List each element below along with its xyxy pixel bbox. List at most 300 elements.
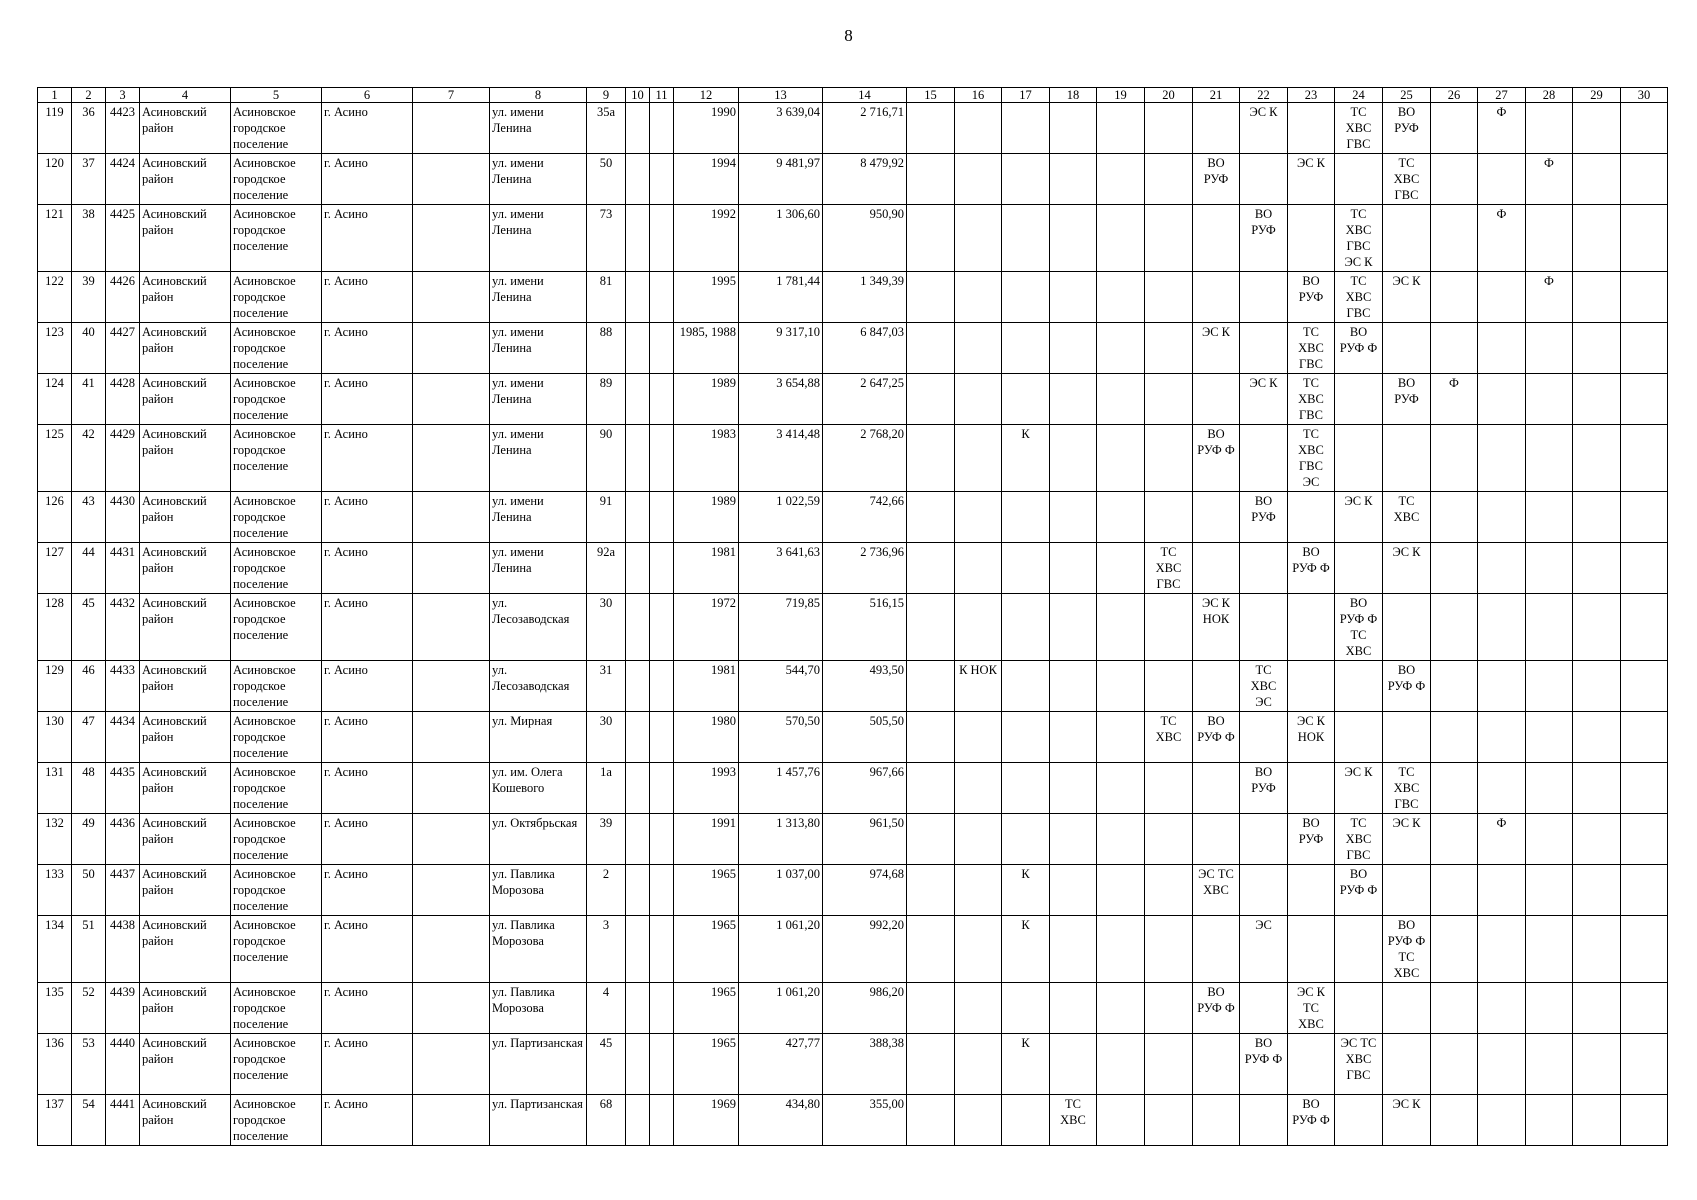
table-cell: 4428: [106, 374, 140, 425]
table-cell: [1145, 205, 1193, 272]
table-cell: ТС ХВС ГВС ЭС: [1288, 425, 1335, 492]
table-cell: 544,70: [739, 661, 823, 712]
table-cell: ТС ХВС ГВС: [1288, 374, 1335, 425]
table-cell: 44: [72, 543, 106, 594]
table-row: [38, 865, 1668, 916]
table-cell: 3: [587, 916, 626, 983]
table-cell: ВО РУФ: [1193, 154, 1240, 205]
table-cell: [1526, 661, 1573, 712]
table-cell: [1002, 323, 1050, 374]
table-cell: 91: [587, 492, 626, 543]
table-cell: ул. имени Ленина: [490, 272, 587, 323]
table-cell: 73: [587, 205, 626, 272]
table-cell: [907, 712, 955, 763]
table-cell: [1097, 1095, 1145, 1146]
table-cell: [1621, 425, 1668, 492]
table-cell: [1240, 865, 1288, 916]
table-cell: 39: [72, 272, 106, 323]
table-cell: [1431, 712, 1478, 763]
table-cell: Асиновское городское поселение: [231, 154, 322, 205]
table-cell: 126: [38, 492, 72, 543]
table-cell: [413, 594, 490, 661]
table-cell: [1050, 154, 1097, 205]
table-cell: 3 639,04: [739, 103, 823, 154]
table-cell: 119: [38, 103, 72, 154]
table-cell: ВО РУФ: [1240, 492, 1288, 543]
table-cell: ВО РУФ Ф: [1288, 1095, 1335, 1146]
table-cell: 31: [587, 661, 626, 712]
table-cell: 4440: [106, 1034, 140, 1095]
table-cell: [907, 374, 955, 425]
table-cell: [1193, 205, 1240, 272]
table-cell: 37: [72, 154, 106, 205]
table-cell: ВО РУФ Ф: [1335, 865, 1383, 916]
table-cell: [1002, 1095, 1050, 1146]
table-row: [38, 763, 1668, 814]
table-cell: [907, 323, 955, 374]
table-cell: 45: [587, 1034, 626, 1095]
table-cell: [1335, 983, 1383, 1034]
table-cell: [955, 154, 1002, 205]
table-cell: 4425: [106, 205, 140, 272]
table-cell: [1526, 1034, 1573, 1095]
table-cell: ТС ХВС ГВС: [1335, 272, 1383, 323]
table-cell: [1193, 1034, 1240, 1095]
table-cell: 30: [587, 712, 626, 763]
table-cell: 120: [38, 154, 72, 205]
table-cell: [1573, 1034, 1621, 1095]
table-cell: 1 781,44: [739, 272, 823, 323]
table-cell: Асиновское городское поселение: [231, 661, 322, 712]
table-cell: [1478, 661, 1526, 712]
table-cell: [1478, 1095, 1526, 1146]
column-number: 23: [1288, 88, 1335, 103]
table-cell: ул. Павлика Морозова: [490, 983, 587, 1034]
table-cell: [1573, 425, 1621, 492]
table-cell: 4437: [106, 865, 140, 916]
table-cell: 967,66: [823, 763, 907, 814]
table-cell: [1288, 661, 1335, 712]
table-cell: [907, 763, 955, 814]
table-cell: [650, 323, 674, 374]
column-number: 2: [72, 88, 106, 103]
table-cell: 45: [72, 594, 106, 661]
table-cell: 121: [38, 205, 72, 272]
table-cell: Асиновский район: [140, 374, 231, 425]
table-cell: [1050, 916, 1097, 983]
table-cell: [1002, 594, 1050, 661]
table-cell: [650, 712, 674, 763]
table-cell: [955, 103, 1002, 154]
table-cell: 1965: [674, 1034, 739, 1095]
column-number: 12: [674, 88, 739, 103]
table-cell: ТС ХВС ГВС: [1335, 103, 1383, 154]
table-cell: [955, 543, 1002, 594]
table-cell: 388,38: [823, 1034, 907, 1095]
table-cell: ВО РУФ Ф: [1240, 1034, 1288, 1095]
table-cell: [1478, 543, 1526, 594]
table-cell: 719,85: [739, 594, 823, 661]
table-cell: [955, 425, 1002, 492]
table-cell: [1431, 763, 1478, 814]
table-cell: [650, 916, 674, 983]
column-number: 14: [823, 88, 907, 103]
table-cell: [1621, 763, 1668, 814]
table-cell: [1335, 543, 1383, 594]
column-number: 27: [1478, 88, 1526, 103]
table-cell: [1002, 543, 1050, 594]
table-cell: [1431, 154, 1478, 205]
table-cell: ВО РУФ Ф: [1383, 661, 1431, 712]
table-cell: ВО РУФ: [1240, 763, 1288, 814]
table-cell: г. Асино: [322, 272, 413, 323]
table-cell: Ф: [1526, 272, 1573, 323]
table-cell: г. Асино: [322, 661, 413, 712]
table-cell: 8 479,92: [823, 154, 907, 205]
table-cell: [1145, 323, 1193, 374]
table-cell: 40: [72, 323, 106, 374]
table-cell: 46: [72, 661, 106, 712]
table-cell: [1145, 154, 1193, 205]
table-cell: 4436: [106, 814, 140, 865]
table-cell: Асиновское городское поселение: [231, 425, 322, 492]
table-cell: [1097, 865, 1145, 916]
table-cell: [650, 814, 674, 865]
table-cell: [650, 272, 674, 323]
table-cell: Асиновское городское поселение: [231, 492, 322, 543]
table-cell: 742,66: [823, 492, 907, 543]
table-cell: [1573, 323, 1621, 374]
table-cell: [1335, 374, 1383, 425]
table-cell: Асиновское городское поселение: [231, 594, 322, 661]
table-cell: [413, 983, 490, 1034]
table-cell: 4432: [106, 594, 140, 661]
table-cell: [1526, 205, 1573, 272]
table-cell: 505,50: [823, 712, 907, 763]
table-cell: [1097, 763, 1145, 814]
table-cell: Асиновское городское поселение: [231, 103, 322, 154]
table-cell: [1193, 543, 1240, 594]
table-cell: Асиновское городское поселение: [231, 272, 322, 323]
table-cell: Ф: [1478, 205, 1526, 272]
table-cell: [1431, 1034, 1478, 1095]
table-cell: 47: [72, 712, 106, 763]
table-cell: [907, 983, 955, 1034]
table-cell: [650, 492, 674, 543]
table-cell: [1621, 103, 1668, 154]
table-cell: ЭС К: [1383, 272, 1431, 323]
table-cell: [413, 916, 490, 983]
table-cell: 53: [72, 1034, 106, 1095]
table-cell: Асиновский район: [140, 272, 231, 323]
table-cell: ВО РУФ Ф: [1193, 712, 1240, 763]
table-row: [38, 814, 1668, 865]
table-cell: 43: [72, 492, 106, 543]
table-cell: [1145, 1095, 1193, 1146]
table-cell: Асиновское городское поселение: [231, 323, 322, 374]
table-cell: [955, 1095, 1002, 1146]
table-cell: [1145, 814, 1193, 865]
table-cell: 1989: [674, 374, 739, 425]
table-cell: [1621, 712, 1668, 763]
table-row: [38, 154, 1668, 205]
table-cell: Асиновский район: [140, 205, 231, 272]
table-cell: [1431, 272, 1478, 323]
table-cell: 4423: [106, 103, 140, 154]
table-cell: [1145, 374, 1193, 425]
table-cell: Асиновский район: [140, 814, 231, 865]
table-cell: К НОК: [955, 661, 1002, 712]
table-cell: [413, 154, 490, 205]
column-number: 10: [626, 88, 650, 103]
table-cell: ВО РУФ Ф: [1193, 425, 1240, 492]
table-cell: Асиновский район: [140, 1095, 231, 1146]
table-cell: Асиновский район: [140, 154, 231, 205]
table-cell: г. Асино: [322, 103, 413, 154]
table-cell: [1431, 661, 1478, 712]
table-row: [38, 1034, 1668, 1095]
table-row: [38, 543, 1668, 594]
table-cell: [1573, 661, 1621, 712]
table-cell: ВО РУФ Ф ТС ХВС: [1335, 594, 1383, 661]
table-cell: [1097, 103, 1145, 154]
table-cell: [1002, 205, 1050, 272]
table-cell: 6 847,03: [823, 323, 907, 374]
table-cell: [413, 865, 490, 916]
table-row: [38, 983, 1668, 1034]
table-cell: г. Асино: [322, 492, 413, 543]
table-cell: [413, 661, 490, 712]
table-cell: Асиновский район: [140, 543, 231, 594]
table-cell: 1 457,76: [739, 763, 823, 814]
table-cell: [1002, 103, 1050, 154]
table-cell: [413, 205, 490, 272]
table-cell: [1431, 425, 1478, 492]
table-cell: [1240, 272, 1288, 323]
table-cell: Асиновский район: [140, 425, 231, 492]
table-cell: [1050, 323, 1097, 374]
table-cell: [1097, 154, 1145, 205]
table-cell: [626, 492, 650, 543]
table-cell: ЭС К НОК: [1288, 712, 1335, 763]
table-cell: [1431, 205, 1478, 272]
column-number: 29: [1573, 88, 1621, 103]
table-cell: [650, 865, 674, 916]
table-cell: [1335, 661, 1383, 712]
table-cell: [1145, 865, 1193, 916]
table-cell: 1965: [674, 983, 739, 1034]
table-cell: [1478, 323, 1526, 374]
table-cell: [1431, 814, 1478, 865]
table-cell: [1288, 103, 1335, 154]
table-cell: 50: [72, 865, 106, 916]
table-cell: [650, 425, 674, 492]
table-cell: [1573, 763, 1621, 814]
table-cell: г. Асино: [322, 865, 413, 916]
table-cell: [626, 983, 650, 1034]
table-cell: [650, 374, 674, 425]
table-cell: [955, 205, 1002, 272]
table-cell: [955, 1034, 1002, 1095]
table-row: [38, 916, 1668, 983]
table-cell: 3 414,48: [739, 425, 823, 492]
table-cell: [907, 492, 955, 543]
table-cell: [1145, 1034, 1193, 1095]
table-cell: [1431, 983, 1478, 1034]
table-cell: [650, 1034, 674, 1095]
register-table: [37, 87, 1668, 1146]
table-cell: [1050, 492, 1097, 543]
table-cell: Асиновский район: [140, 103, 231, 154]
table-cell: 42: [72, 425, 106, 492]
table-cell: [1193, 272, 1240, 323]
table-cell: 961,50: [823, 814, 907, 865]
table-cell: ВО РУФ Ф ТС ХВС: [1383, 916, 1431, 983]
table-cell: Асиновское городское поселение: [231, 814, 322, 865]
table-cell: [626, 425, 650, 492]
table-cell: ЭС К: [1383, 543, 1431, 594]
table-cell: [1002, 661, 1050, 712]
table-cell: [1383, 712, 1431, 763]
column-number: 1: [38, 88, 72, 103]
table-cell: 36: [72, 103, 106, 154]
table-cell: [1002, 983, 1050, 1034]
table-cell: [955, 916, 1002, 983]
table-cell: [1050, 103, 1097, 154]
table-cell: Ф: [1478, 814, 1526, 865]
table-cell: ул. имени Ленина: [490, 154, 587, 205]
table-cell: 950,90: [823, 205, 907, 272]
table-cell: 1 349,39: [823, 272, 907, 323]
table-cell: [413, 1034, 490, 1095]
table-cell: Асиновское городское поселение: [231, 1034, 322, 1095]
table-cell: [626, 272, 650, 323]
table-cell: [1240, 1095, 1288, 1146]
table-row: [38, 374, 1668, 425]
table-cell: [1431, 543, 1478, 594]
table-cell: Асиновский район: [140, 661, 231, 712]
table-cell: Асиновский район: [140, 492, 231, 543]
table-cell: 49: [72, 814, 106, 865]
table-cell: [955, 814, 1002, 865]
table-cell: [1050, 712, 1097, 763]
table-cell: [1288, 594, 1335, 661]
table-row: [38, 103, 1668, 154]
column-number: 24: [1335, 88, 1383, 103]
table-cell: ЭС К: [1383, 1095, 1431, 1146]
table-cell: г. Асино: [322, 154, 413, 205]
table-cell: ТС ХВС ГВС: [1383, 763, 1431, 814]
table-cell: ул. Партизанская: [490, 1034, 587, 1095]
table-cell: ул. имени Ленина: [490, 205, 587, 272]
table-row: [38, 205, 1668, 272]
table-cell: [1478, 1034, 1526, 1095]
table-cell: 974,68: [823, 865, 907, 916]
table-cell: [1526, 323, 1573, 374]
table-cell: 1 037,00: [739, 865, 823, 916]
table-cell: 1985, 1988: [674, 323, 739, 374]
table-cell: [1193, 661, 1240, 712]
table-cell: ТС ХВС ГВС: [1145, 543, 1193, 594]
table-cell: 131: [38, 763, 72, 814]
table-cell: 434,80: [739, 1095, 823, 1146]
table-cell: 122: [38, 272, 72, 323]
table-cell: [907, 1034, 955, 1095]
table-cell: [626, 1034, 650, 1095]
table-cell: [1573, 205, 1621, 272]
table-cell: 4427: [106, 323, 140, 374]
table-cell: [1621, 916, 1668, 983]
table-cell: [1145, 272, 1193, 323]
table-cell: [1288, 865, 1335, 916]
table-cell: [1383, 323, 1431, 374]
table-cell: [907, 154, 955, 205]
table-cell: [1240, 323, 1288, 374]
table-cell: Асиновский район: [140, 712, 231, 763]
column-number: 7: [413, 88, 490, 103]
table-cell: 137: [38, 1095, 72, 1146]
table-cell: 92а: [587, 543, 626, 594]
table-cell: 1981: [674, 661, 739, 712]
table-cell: [1526, 425, 1573, 492]
table-cell: 9 481,97: [739, 154, 823, 205]
table-cell: [1097, 983, 1145, 1034]
table-cell: [1573, 865, 1621, 916]
table-cell: [1240, 983, 1288, 1034]
table-cell: [1145, 916, 1193, 983]
table-cell: 427,77: [739, 1034, 823, 1095]
table-cell: [1002, 492, 1050, 543]
table-cell: [650, 543, 674, 594]
table-cell: 52: [72, 983, 106, 1034]
table-cell: [626, 763, 650, 814]
table-cell: [1478, 272, 1526, 323]
table-cell: [1573, 916, 1621, 983]
table-cell: [1573, 712, 1621, 763]
table-cell: ул. Павлика Морозова: [490, 916, 587, 983]
table-cell: Асиновское городское поселение: [231, 916, 322, 983]
table-cell: [626, 103, 650, 154]
table-cell: ЭС К: [1383, 814, 1431, 865]
table-cell: [1431, 103, 1478, 154]
table-cell: [1573, 103, 1621, 154]
table-cell: [1050, 374, 1097, 425]
table-cell: 9 317,10: [739, 323, 823, 374]
table-cell: 1994: [674, 154, 739, 205]
table-cell: ТС ХВС ГВС: [1335, 814, 1383, 865]
table-cell: 4434: [106, 712, 140, 763]
table-cell: [626, 374, 650, 425]
table-cell: ВО РУФ Ф: [1288, 543, 1335, 594]
table-cell: Асиновское городское поселение: [231, 763, 322, 814]
column-number: 16: [955, 88, 1002, 103]
table-cell: [1288, 1034, 1335, 1095]
table-cell: [955, 763, 1002, 814]
table-cell: [1526, 865, 1573, 916]
table-cell: [1240, 814, 1288, 865]
table-cell: [626, 814, 650, 865]
table-cell: 4429: [106, 425, 140, 492]
table-cell: [1193, 814, 1240, 865]
table-cell: 4424: [106, 154, 140, 205]
table-cell: 90: [587, 425, 626, 492]
table-cell: [1526, 543, 1573, 594]
table-cell: К: [1002, 1034, 1050, 1095]
table-cell: [907, 1095, 955, 1146]
table-cell: ЭС К: [1335, 492, 1383, 543]
table-cell: [1193, 1095, 1240, 1146]
column-number: 26: [1431, 88, 1478, 103]
